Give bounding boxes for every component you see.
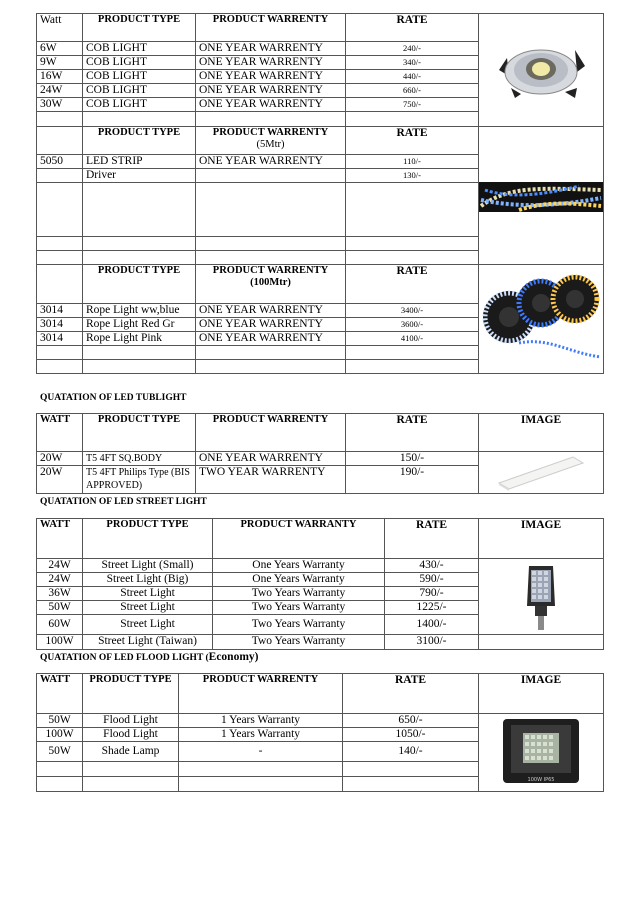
street-light-icon [511,562,571,632]
strip-row-type: Driver [83,169,196,183]
street-row-type: Street Light [83,601,213,615]
street-row-type: Street Light [83,587,213,601]
tubelight-table [36,413,604,494]
floodlight-table [36,673,604,792]
tube-header-image: IMAGE [479,414,604,452]
cob-row-warrenty: ONE YEAR WARRENTY [196,42,346,56]
flood-header-product-type: PRODUCT TYPE [83,674,179,714]
cob-row-type: COB LIGHT [83,70,196,84]
tube-row-warrenty: ONE YEAR WARRENTY [196,452,346,466]
flood-header-watt: WATT [37,674,83,714]
strip-header-warrenty: PRODUCT WARRENTY (5Mtr) [196,127,346,155]
tube-image-cell [479,452,604,494]
strip-row-code: 5050 [37,155,83,169]
street-header-product-type: PRODUCT TYPE [83,519,213,559]
flood-row-watt: 100W [37,728,83,742]
street-row-rate: 3100/- [385,635,479,650]
cob-row-rate: 440/- [346,70,479,84]
flood-row-type: Flood Light [83,728,179,742]
strip-row-rate: 110/- [346,155,479,169]
rope-header-rate: RATE [346,265,479,304]
flood-row-warrenty: 1 Years Warranty [179,714,343,728]
streetlight-table [36,518,604,650]
tube-row-type: T5 4FT SQ.BODY [83,452,196,466]
flood-row-rate: 650/- [343,714,479,728]
street-row-watt: 24W [37,559,83,573]
street-row-watt: 60W [37,615,83,635]
tube-row-warrenty: TWO YEAR WARRENTY [196,466,346,494]
strip-header-rate: RATE [346,127,479,155]
street-header-image: IMAGE [479,519,604,559]
cob-header-watt: Watt [37,14,83,42]
rope-row-code: 3014 [37,318,83,332]
cob-row-watt: 9W [37,56,83,70]
street-row-warranty: Two Years Warranty [213,635,385,650]
rope-row-warrenty: ONE YEAR WARRENTY [196,304,346,318]
tube-row-watt: 20W [37,466,83,494]
flood-header-rate: RATE [343,674,479,714]
cob-row-rate: 240/- [346,42,479,56]
flood-header-image: IMAGE [479,674,604,714]
street-row-type: Street Light [83,615,213,635]
rope-row-type: Rope Light Red Gr [83,318,196,332]
streetlight-section-title: QUATATION OF LED STREET LIGHT [40,497,207,507]
cob-row-watt: 24W [37,84,83,98]
rope-row-rate: 3600/- [346,318,479,332]
floodlight-title-suffix: Economy) [208,651,259,663]
street-header-watt: WATT [37,519,83,559]
strip-row-rate: 130/- [346,169,479,183]
led-strip-icon [479,176,603,216]
strip-row-type: LED STRIP [83,155,196,169]
cob-header-rate: RATE [346,14,479,42]
rope-header-warrenty: PRODUCT WARRENTY (100Mtr) [196,265,346,304]
street-row-warranty: Two Years Warranty [213,587,385,601]
flood-image-label: 100W IP65 [527,776,555,783]
street-row-rate: 790/- [385,587,479,601]
cob-row-warrenty: ONE YEAR WARRENTY [196,70,346,84]
street-row-watt: 24W [37,573,83,587]
cob-downlight-icon [491,40,591,100]
cob-row-rate: 340/- [346,56,479,70]
rope-row-rate: 4100/- [346,332,479,346]
tube-header-warrenty: PRODUCT WARRENTY [196,414,346,452]
cob-strip-rope-table [36,13,604,374]
street-image-cell [479,559,604,635]
rope-row-code: 3014 [37,332,83,346]
street-header-rate: RATE [385,519,479,559]
strip-row-warrenty: ONE YEAR WARRENTY [196,155,346,169]
cob-row-watt: 16W [37,70,83,84]
cob-row-type: COB LIGHT [83,98,196,112]
cob-row-warrenty: ONE YEAR WARRENTY [196,84,346,98]
flood-row-warrenty: 1 Years Warranty [179,728,343,742]
rope-row-rate: 3400/- [346,304,479,318]
tube-header-product-type: PRODUCT TYPE [83,414,196,452]
tubelight-section-title: QUATATION OF LED TUBLIGHT [40,393,187,403]
street-row-type: Street Light (Big) [83,573,213,587]
rope-header-product-type: PRODUCT TYPE [83,265,196,304]
street-row-rate: 1400/- [385,615,479,635]
street-row-warranty: Two Years Warranty [213,615,385,635]
flood-row-type: Shade Lamp [83,742,179,762]
tube-row-watt: 20W [37,452,83,466]
flood-row-warrenty: - [179,742,343,762]
rope-row-code: 3014 [37,304,83,318]
street-row-rate: 590/- [385,573,479,587]
tube-row-type: T5 4FT Philips Type (BIS APPROVED) [83,466,196,494]
rope-row-warrenty: ONE YEAR WARRENTY [196,332,346,346]
cob-row-rate: 660/- [346,84,479,98]
tube-row-rate: 190/- [346,466,479,494]
street-row-rate: 1225/- [385,601,479,615]
street-row-rate: 430/- [385,559,479,573]
rope-row-type: Rope Light ww,blue [83,304,196,318]
street-row-type: Street Light (Taiwan) [83,635,213,650]
cob-row-warrenty: ONE YEAR WARRENTY [196,56,346,70]
tube-header-rate: RATE [346,414,479,452]
strip-image-cell [479,127,604,265]
strip-header-product-type: PRODUCT TYPE [83,127,196,155]
flood-light-icon [499,715,583,791]
flood-row-watt: 50W [37,714,83,728]
rope-row-warrenty: ONE YEAR WARRENTY [196,318,346,332]
flood-row-rate: 1050/- [343,728,479,742]
street-row-watt: 100W [37,635,83,650]
cob-row-type: COB LIGHT [83,84,196,98]
cob-header-warrenty: PRODUCT WARRENTY [196,14,346,42]
cob-row-warrenty: ONE YEAR WARRENTY [196,98,346,112]
cob-row-watt: 6W [37,42,83,56]
flood-header-warrenty: PRODUCT WARRENTY [179,674,343,714]
rope-image-cell [479,265,604,374]
floodlight-title-text: QUATATION OF LED FLOOD LIGHT ( [40,653,209,663]
street-row-warranty: One Years Warranty [213,559,385,573]
tube-light-icon [493,453,589,493]
flood-image-cell [479,714,604,792]
cob-row-type: COB LIGHT [83,56,196,70]
cob-row-watt: 30W [37,98,83,112]
cob-row-rate: 750/- [346,98,479,112]
cob-image-cell [479,14,604,127]
street-row-warranty: One Years Warranty [213,573,385,587]
flood-row-rate: 140/- [343,742,479,762]
street-header-warranty: PRODUCT WARRANTY [213,519,385,559]
rope-row-type: Rope Light Pink [83,332,196,346]
flood-row-type: Flood Light [83,714,179,728]
tube-row-rate: 150/- [346,452,479,466]
floodlight-section-title [40,651,259,663]
cob-header-product-type: PRODUCT TYPE [83,14,196,42]
street-row-type: Street Light (Small) [83,559,213,573]
street-row-watt: 50W [37,601,83,615]
flood-row-watt: 50W [37,742,83,762]
cob-row-type: COB LIGHT [83,42,196,56]
street-row-watt: 36W [37,587,83,601]
street-row-warranty: Two Years Warranty [213,601,385,615]
tube-header-watt: WATT [37,414,83,452]
rope-light-reels-icon [479,273,603,365]
